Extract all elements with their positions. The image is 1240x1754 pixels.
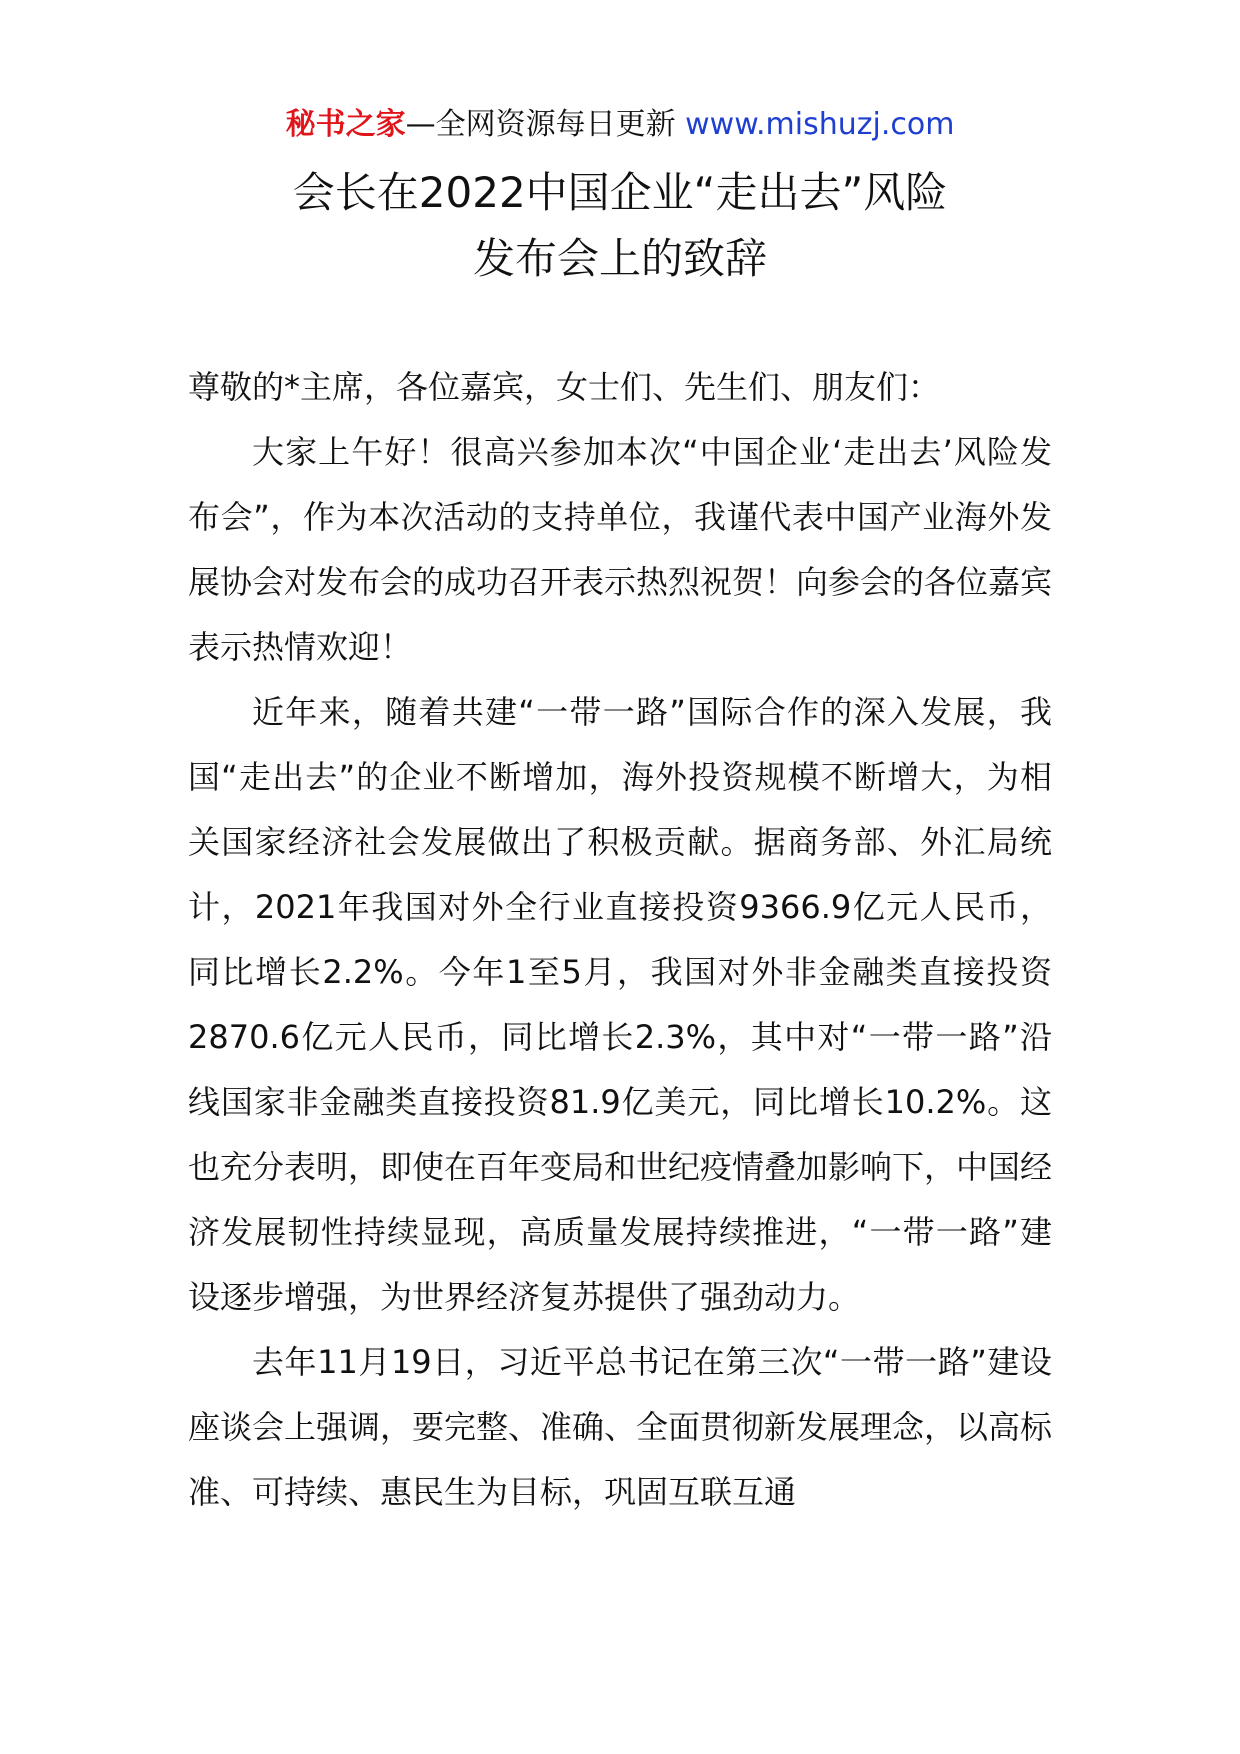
site-brand: 秘书之家 xyxy=(285,107,406,142)
salutation: 尊敬的*主席，各位嘉宾，女士们、先生们、朋友们： xyxy=(188,368,941,406)
site-url-link[interactable]: www.mishuzj.com xyxy=(685,107,955,142)
paragraph-3: 去年11月19日，习近平总书记在第三次“一带一路”建设座谈会上强调，要完整、准确、全面贯彻新发展理念，以高标准、可持续、惠民生为目标，巩固互联互通 xyxy=(188,1343,1053,1511)
document-body xyxy=(188,355,1052,1525)
document-title xyxy=(0,160,1240,292)
title-line-1: 会长在2022中国企业“走出去”风险 xyxy=(292,168,948,217)
paragraph-2: 近年来，随着共建“一带一路”国际合作的深入发展，我国“走出去”的企业不断增加，海外投资规模不断增大，为相关国家经济社会发展做出了积极贡献。据商务部、外汇局统计，2021年我国对外全行业直接投资9366.9亿元人民币，同比增长2.2%。今年1至5月，我国对外非金融类直接投资2870.6亿元人民币，同比增长2.3%，其中对“一带一路”沿线国家非金融类直接投资81.9亿美元，同比增长10.2%。这也充分表明，即使在百年变局和世纪疫情叠加影响下，中国经济发展韧性持续显现，高质量发展持续推进，“一带一路”建设逐步增强，为世界经济复苏提供了强劲动力。 xyxy=(188,693,1053,1316)
paragraph-1: 大家上午好！很高兴参加本次“中国企业‘走出去’风险发布会”，作为本次活动的支持单位，我谨代表中国产业海外发展协会对发布会的成功召开表示热烈祝贺！向参会的各位嘉宾表示热情欢迎！ xyxy=(188,433,1053,666)
title-line-2: 发布会上的致辞 xyxy=(472,234,767,283)
site-header xyxy=(0,100,1240,150)
site-tagline: —全网资源每日更新 xyxy=(405,107,676,142)
